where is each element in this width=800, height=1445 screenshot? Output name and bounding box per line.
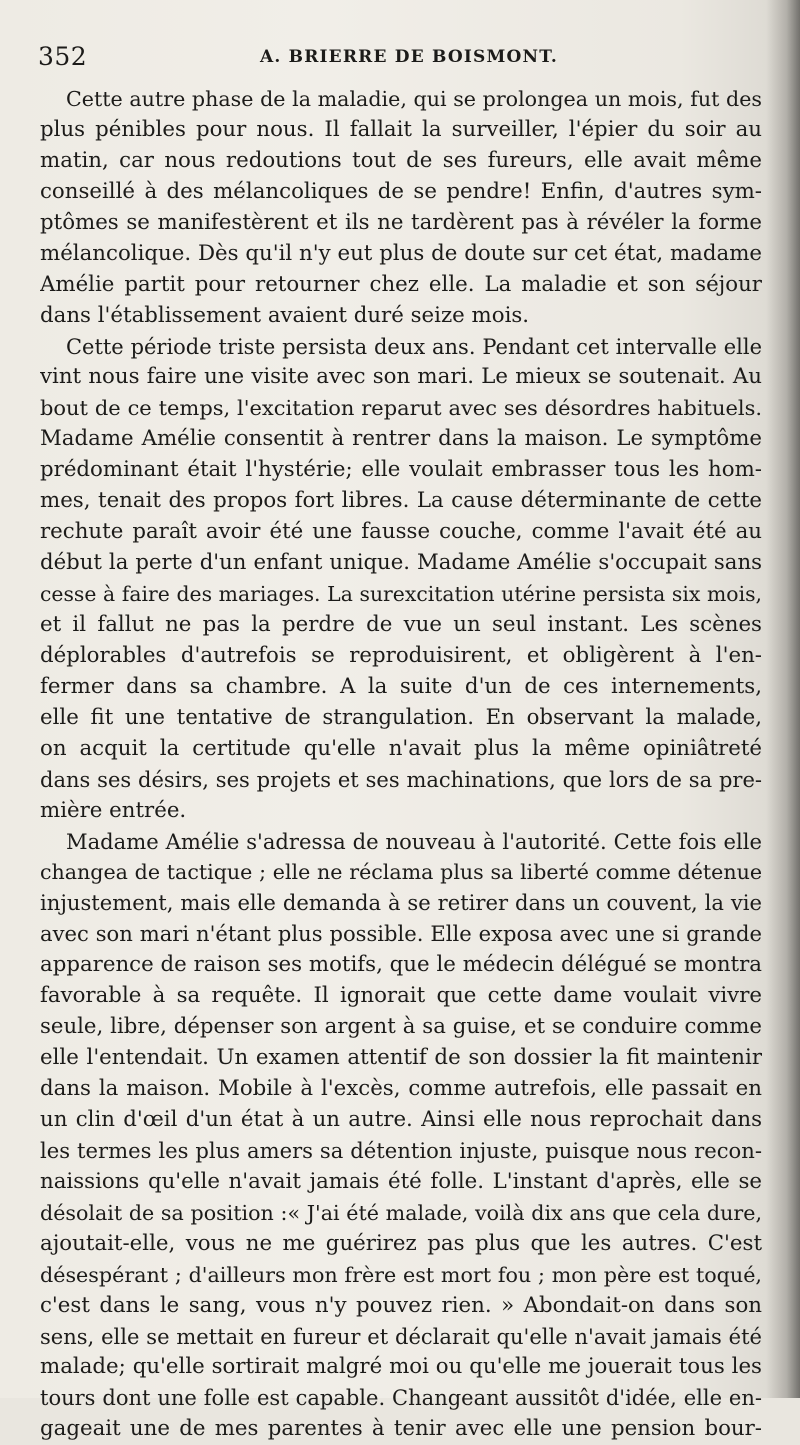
text-line: favorable à sa requête. Il ignorait que cette dame voulait vivre xyxy=(40,983,762,1009)
text-line: Cette autre phase de la maladie, qui se prolongea un mois, fut des xyxy=(66,87,762,111)
text-line: les termes les plus amers sa détention injuste, puisque nous recon- xyxy=(40,1137,762,1163)
text-line: avec son mari n'étant plus possible. Elle exposa avec une si grande xyxy=(40,921,762,947)
text-line: dans ses désirs, ses projets et ses machinations, que lors de sa pre- xyxy=(40,766,762,792)
text-line: mière entrée. xyxy=(40,797,187,823)
text-line: vint nous faire une visite avec son mari. Le mieux se soutenait. Au xyxy=(40,364,762,390)
text-line: Madame Amélie consentit à rentrer dans la maison. Le symptôme xyxy=(40,426,762,452)
text-line: rechute paraît avoir été une fausse couche, comme l'avait été au xyxy=(40,519,762,545)
text-line: changea de tactique ; elle ne réclama plus sa liberté comme détenue xyxy=(40,860,762,885)
text-line: bout de ce temps, l'excitation reparut avec ses désordres habituels. xyxy=(40,396,762,421)
text-line: mélancolique. Dès qu'il n'y eut plus de doute sur cet état, madame xyxy=(40,240,762,266)
text-line: seule, libre, dépenser son argent à sa guise, et se conduire comme xyxy=(40,1014,762,1040)
text-line: ajoutait-elle, vous ne me guérirez pas plus que les autres. C'est xyxy=(40,1230,762,1256)
text-line: un clin d'œil d'un état à un autre. Ainsi elle nous reprochait dans xyxy=(40,1106,762,1132)
page-header xyxy=(38,38,763,78)
text-line: Madame Amélie s'adressa de nouveau à l'autorité. Cette fois elle xyxy=(66,828,762,854)
text-line: plus pénibles pour nous. Il fallait la surveiller, l'épier du soir au xyxy=(40,116,762,142)
text-line: matin, car nous redoutions tout de ses fureurs, elle avait même xyxy=(40,147,762,173)
text-line: elle fit une tentative de strangulation. En observant la malade, xyxy=(40,704,762,730)
text-line: sens, elle se mettait en fureur et déclarait qu'elle n'avait jamais été xyxy=(40,1323,762,1349)
text-line: elle l'entendait. Un examen attentif de son dossier la fit maintenir xyxy=(40,1045,762,1071)
text-line: début la perte d'un enfant unique. Madame Amélie s'occupait sans xyxy=(40,550,762,576)
text-line: apparence de raison ses motifs, que le médecin délégué se montra xyxy=(40,952,762,978)
text-line: c'est dans le sang, vous n'y pouvez rien. » Abondait-on dans son xyxy=(40,1292,762,1318)
text-line: naissions qu'elle n'avait jamais été folle. L'instant d'après, elle se xyxy=(40,1168,762,1194)
page-number: 352 xyxy=(38,42,88,71)
text-line: dans la maison. Mobile à l'excès, comme autrefois, elle passait en xyxy=(40,1076,762,1101)
text-line: conseillé à des mélancoliques de se pendre! Enfin, d'autres sym- xyxy=(40,178,762,204)
text-line: mes, tenait des propos fort libres. La cause déterminante de cette xyxy=(40,488,762,514)
text-line: Amélie partit pour retourner chez elle. La maladie et son séjour xyxy=(40,271,762,297)
text-line: désolait de sa position :« J'ai été malade, voilà dix ans que cela dure, xyxy=(40,1200,762,1225)
text-line: et il fallut ne pas la perdre de vue un seul instant. Les scènes xyxy=(40,611,762,637)
text-line: injustement, mais elle demanda à se retirer dans un couvent, la vie xyxy=(40,890,762,916)
binding-shadow xyxy=(766,0,800,1398)
text-line: tours dont une folle est capable. Changeant aussitôt d'idée, elle en- xyxy=(40,1385,762,1411)
text-line: ptômes se manifestèrent et ils ne tardèrent pas à révéler la forme xyxy=(40,209,762,235)
text-line: fermer dans sa chambre. A la suite d'un de ces internements, xyxy=(40,673,762,699)
running-head: A. BRIERRE DE BOISMONT. xyxy=(260,47,559,67)
text-line: Cette période triste persista deux ans. Pendant cet intervalle elle xyxy=(66,334,762,359)
body-text xyxy=(40,84,762,1442)
text-line: déplorables d'autrefois se reproduisirent, et obligèrent à l'en- xyxy=(40,642,762,668)
text-line: prédominant était l'hystérie; elle voulait embrasser tous les hom- xyxy=(40,457,762,483)
text-line: cesse à faire des mariages. La surexcitation utérine persista six mois, xyxy=(40,582,762,606)
text-line: dans l'établissement avaient duré seize mois. xyxy=(40,302,530,328)
text-line: malade; qu'elle sortirait malgré moi ou qu'elle me jouerait tous les xyxy=(40,1354,762,1380)
text-line: on acquit la certitude qu'elle n'avait plus la même opiniâtreté xyxy=(40,735,762,761)
text-line: gageait une de mes parentes à tenir avec elle une pension bour- xyxy=(40,1416,762,1442)
text-line: désespérant ; d'ailleurs mon frère est mort fou ; mon père est toqué, xyxy=(40,1262,762,1287)
